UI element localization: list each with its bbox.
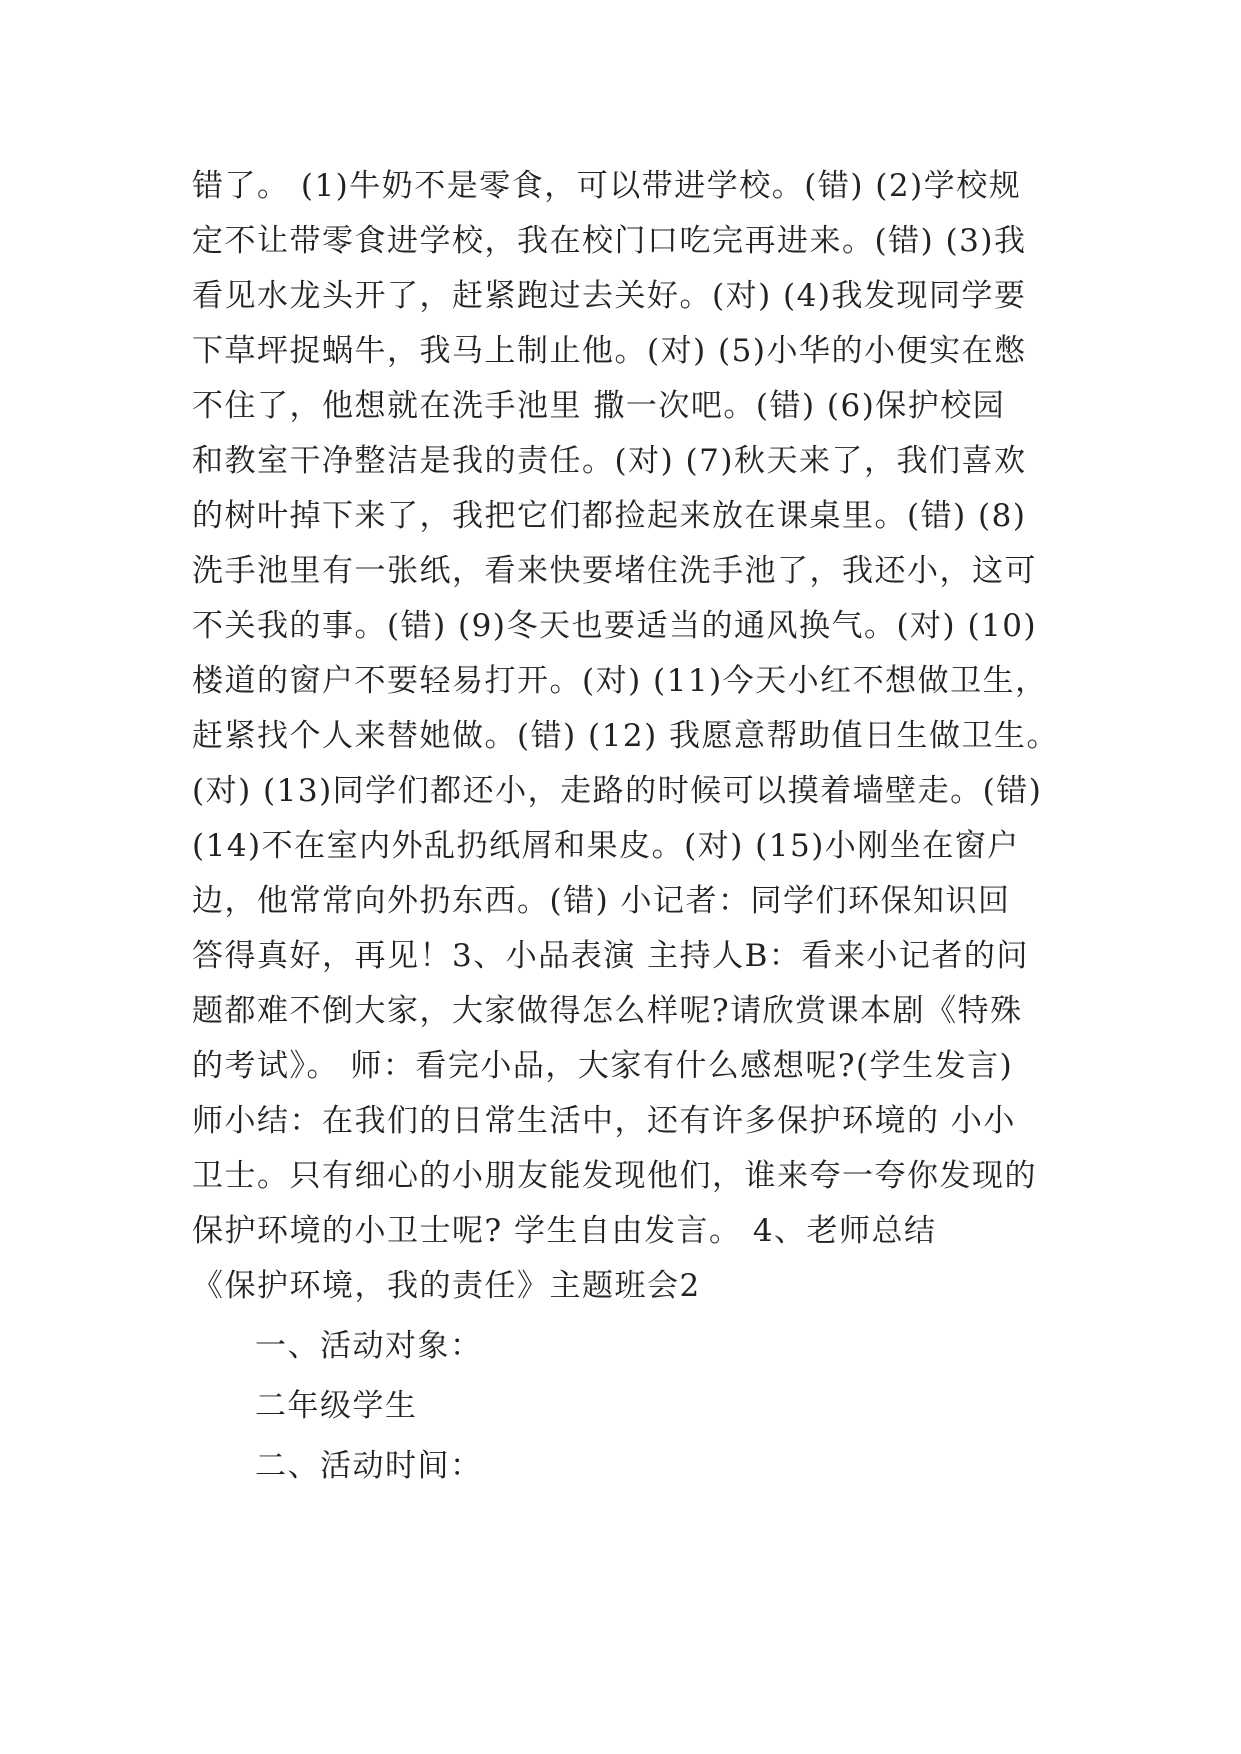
body-line-9: 不关我的事。(错) (9)冬天也要适当的通风换气。(对) (10): [192, 608, 1038, 644]
body-line-20: 保护环境的小卫士呢? 学生自由发言。 4、老师总结: [192, 1213, 937, 1249]
body-line-14: 边，他常常向外扔东西。(错) 小记者：同学们环保知识回: [192, 883, 1011, 919]
body-line-5: 不住了，他想就在洗手池里 撒一次吧。(错) (6)保护校园: [192, 388, 1006, 424]
body-line-10: 楼道的窗户不要轻易打开。(对) (11)今天小红不想做卫生，: [192, 663, 1048, 699]
section-two-heading: 二、活动时间：: [255, 1448, 483, 1484]
body-line-13: (14)不在室内外乱扔纸屑和果皮。(对) (15)小刚坐在窗户: [192, 828, 1020, 864]
section-title: 《保护环境，我的责任》主题班会2: [192, 1268, 701, 1304]
body-line-11: 赶紧找个人来替她做。(错) (12) 我愿意帮助值日生做卫生。: [192, 718, 1060, 754]
body-line-18: 师小结：在我们的日常生活中，还有许多保护环境的 小小: [192, 1103, 1016, 1139]
body-line-8: 洗手池里有一张纸，看来快要堵住洗手池了，我还小，这可: [192, 553, 1037, 589]
body-line-17: 的考试》。 师：看完小品，大家有什么感想呢?(学生发言): [192, 1048, 1014, 1084]
body-line-4: 下草坪捉蜗牛，我马上制止他。(对) (5)小华的小便实在憋: [192, 333, 1027, 369]
body-line-1: 错了。 (1)牛奶不是零食，可以带进学校。(错) (2)学校规: [192, 168, 1022, 204]
section-one-heading: 一、活动对象：: [255, 1328, 483, 1364]
body-line-6: 和教室干净整洁是我的责任。(对) (7)秋天来了，我们喜欢: [192, 443, 1027, 479]
body-line-2: 定不让带零食进学校，我在校门口吃完再进来。(错) (3)我: [192, 223, 1027, 259]
body-line-19: 卫士。只有细心的小朋友能发现他们，谁来夸一夸你发现的: [192, 1158, 1037, 1194]
body-line-7: 的树叶掉下来了，我把它们都捡起来放在课桌里。(错) (8): [192, 498, 1027, 534]
body-line-16: 题都难不倒大家，大家做得怎么样呢?请欣赏课本剧《特殊: [192, 993, 1023, 1029]
body-line-3: 看见水龙头开了，赶紧跑过去关好。(对) (4)我发现同学要: [192, 278, 1027, 314]
section-one-value: 二年级学生: [255, 1388, 418, 1424]
body-line-12: (对) (13)同学们都还小，走路的时候可以摸着墙壁走。(错): [192, 773, 1043, 809]
body-line-15: 答得真好，再见！3、小品表演 主持人B：看来小记者的问: [192, 938, 1029, 974]
